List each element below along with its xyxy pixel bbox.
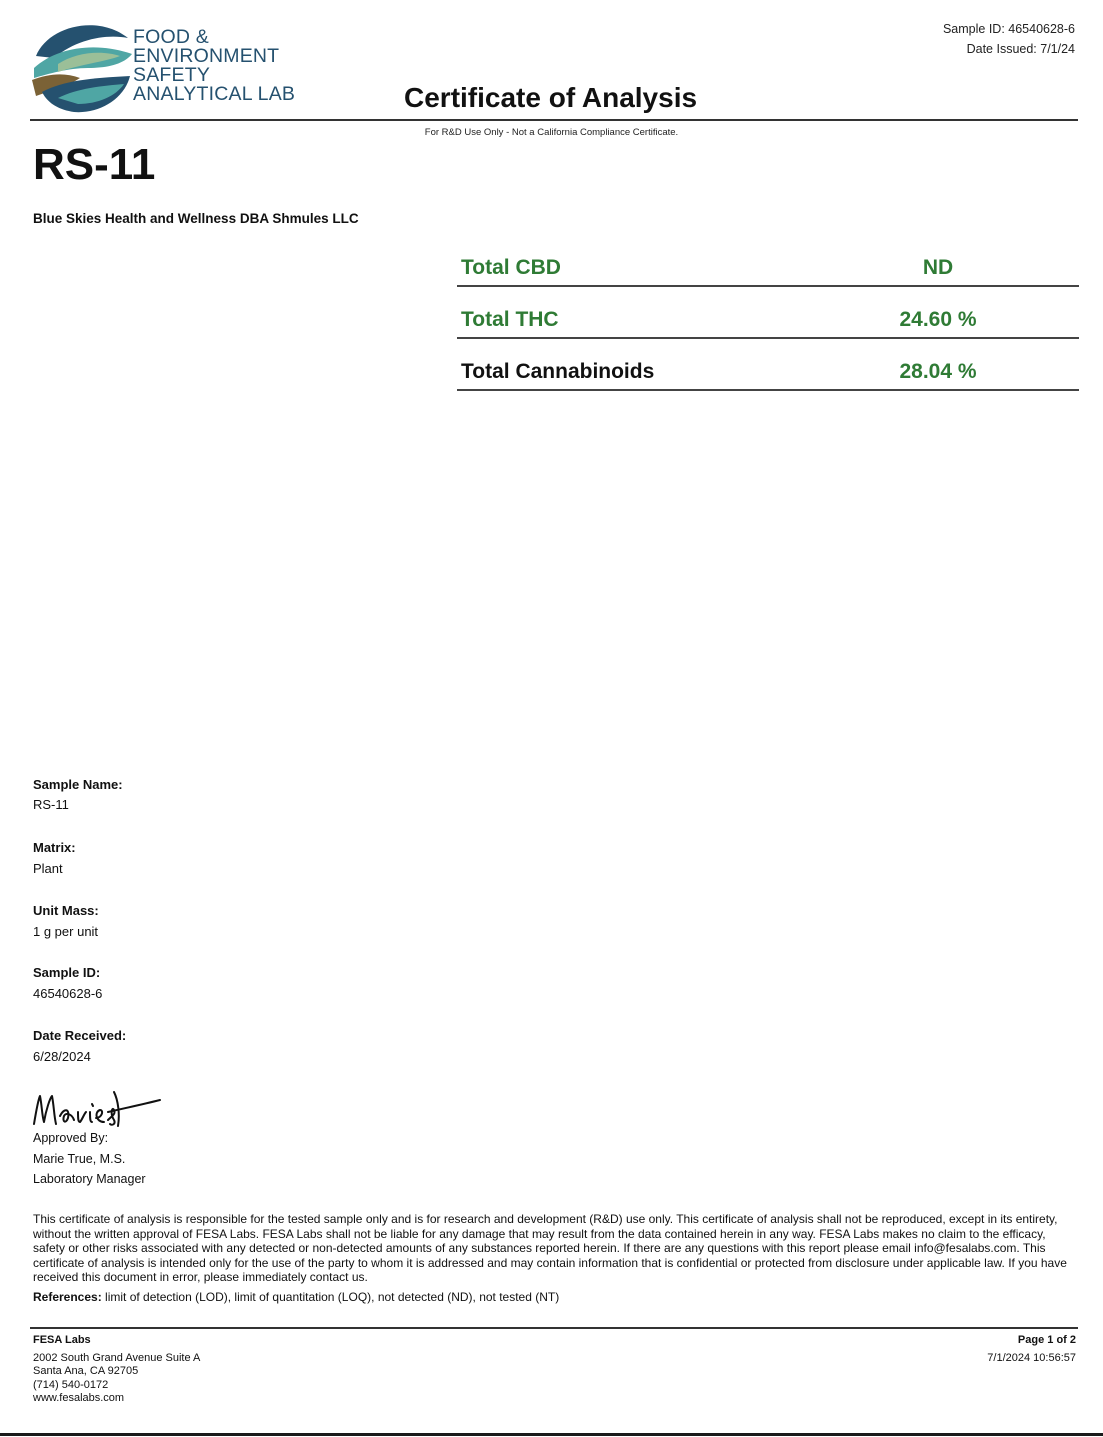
header-sample-id: Sample ID: 46540628-6	[942, 22, 1075, 36]
references-label: References:	[33, 1290, 102, 1304]
page-bottom-edge	[0, 1433, 1103, 1436]
sample-id-value: 46540628-6	[33, 986, 103, 1001]
signature	[30, 1086, 162, 1132]
footer-website[interactable]: www.fesalabs.com	[33, 1392, 125, 1404]
footer-divider	[30, 1327, 1078, 1329]
totals-divider	[457, 337, 1079, 339]
lab-name-line: FOOD &	[133, 26, 209, 48]
legal-disclaimer: This certificate of analysis is responsible for the tested sample only and is for research and development (R&D) use only. This certificate of analysis shall not be reproduced, except in its entirety, without the written approval of FESA Labs. FESA Labs shall not be liable for any damage that may result from the data contained herein in any way. FESA Labs makes no claim to the efficacy, safety or other risks associated with any detected or non-detected amounts of any substances reported herein. If there are any questions with this report please email info@fesalabs.com. This certificate of analysis is intended only for the use of the party to whom it is addressed and may contain information that is confidential or protected from disclosure under applicable law. If you have received this document in error, please immediately contact us.	[33, 1212, 1067, 1285]
approved-by-label: Approved By:	[33, 1131, 109, 1145]
totals-divider	[457, 389, 1079, 391]
sample-name-label: Sample Name:	[33, 777, 123, 792]
totals-divider	[457, 285, 1079, 287]
total-thc-label: Total THC	[461, 308, 559, 331]
lab-name-line: ENVIRONMENT	[133, 45, 280, 67]
references	[33, 1290, 559, 1304]
total-cannabinoids-label: Total Cannabinoids	[461, 360, 655, 383]
approver-title: Laboratory Manager	[33, 1172, 146, 1186]
lab-name	[133, 28, 295, 104]
footer-address-line: 2002 South Grand Avenue Suite A	[33, 1351, 201, 1364]
total-thc-value: 24.60 %	[899, 308, 977, 331]
footer-address-line: Santa Ana, CA 92705	[33, 1365, 139, 1377]
sample-name-value: RS-11	[33, 797, 69, 812]
matrix-value: Plant	[33, 861, 63, 876]
footer-phone: (714) 540-0172	[33, 1378, 109, 1391]
product-name: RS-11	[33, 140, 156, 189]
footer-company: FESA Labs	[33, 1334, 91, 1346]
lab-name-line: SAFETY	[133, 64, 211, 86]
sample-id-label: Sample ID:	[33, 965, 101, 980]
header-divider	[30, 119, 1078, 121]
references-text: limit of detection (LOD), limit of quantitation (LOQ), not detected (ND), not tested (NT)	[105, 1290, 560, 1304]
unit-mass-value: 1 g per unit	[33, 924, 99, 939]
page-number: Page 1 of 2	[1017, 1334, 1076, 1346]
footer-page-block	[987, 1334, 1076, 1365]
date-received-value: 6/28/2024	[33, 1049, 91, 1064]
date-received-label: Date Received:	[33, 1028, 127, 1043]
certificate-title: Certificate of Analysis	[404, 82, 698, 113]
compliance-disclaimer: For R&D Use Only - Not a California Compliance Certificate.	[424, 127, 679, 138]
header-date-issued: Date Issued: 7/1/24	[966, 42, 1075, 56]
fesa-logo	[28, 16, 136, 116]
total-cannabinoids-value: 28.04 %	[899, 360, 977, 383]
client-name: Blue Skies Health and Wellness DBA Shmules LLC	[33, 211, 359, 226]
footer-address-block	[33, 1334, 200, 1406]
unit-mass-label: Unit Mass:	[33, 903, 99, 918]
total-cbd-value: ND	[922, 256, 954, 279]
approver-name: Marie True, M.S.	[33, 1152, 126, 1166]
lab-name-line: ANALYTICAL LAB	[133, 83, 296, 105]
matrix-label: Matrix:	[33, 840, 76, 855]
footer-timestamp: 7/1/2024 10:56:57	[987, 1351, 1076, 1364]
total-cbd-label: Total CBD	[461, 256, 561, 279]
